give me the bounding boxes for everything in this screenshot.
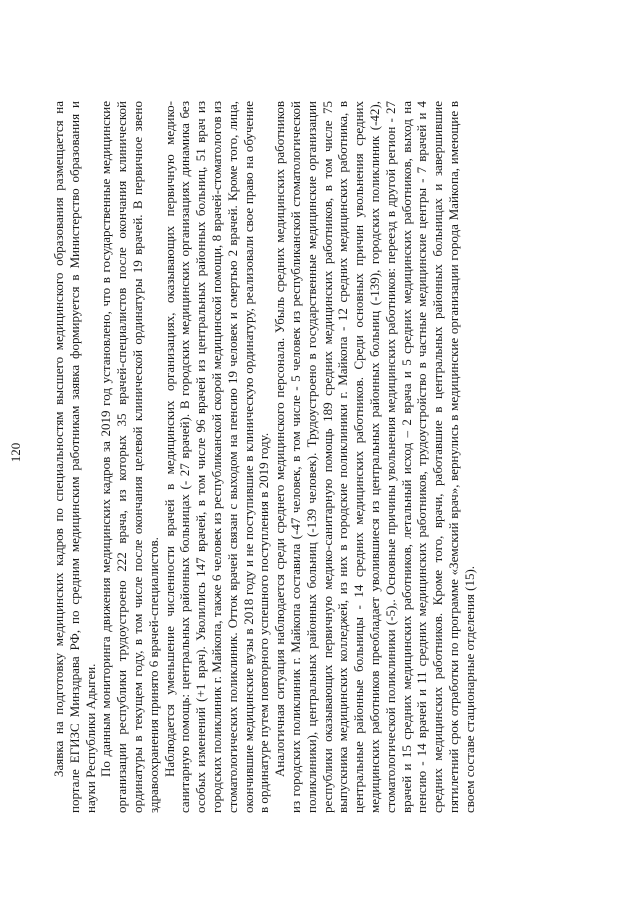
- paragraph-doctor-decrease: Наблюдается уменьшение численности врачей в медицинских организациях, оказывающих первичную медико-санитарную помощь: центральных районных больницах (- 27 врачей). В городских медицинских организациях динамика без особых изменений (+1 врач). Уволились 147 врачей, в том числе 96 врачей из центральных районных больниц, 51 врач из городских поликлиник г. Майкопа, также 6 человек из республиканской скорой медицинской помощи, 8 врачей-стоматологов из стоматологических поликлиник. Отток врачей связан с выходом на пенсию 19 человек и смертью 2 врачей. Кроме того, лица, окончившие медицинские вузы в 2018 году и не поступившие в клиническую ординатуру, реализовали свое право на обучение в ординатуре путем повторного успешного поступления в 2019 году.: [161, 101, 272, 813]
- paragraph-application-portal: Заявка на подготовку медицинских кадров по специальностям высшего медицинского образования размещается на портале ЕГИЗС Минздрава РФ, по средним медицинским работникам заявка формируется в Министерство образования и науки Республики Адыгеи.: [51, 101, 98, 813]
- paragraph-monitoring-2019: По данным мониторинга движения медицинских кадров за 2019 год установлено, что в государственные медицинские организации республики трудоустроено 222 врача, из которых 35 врачей-специалистов после окончания клинической ординатуры в текущем году, в том числе после окончания целевой клинической ординатуры 19 врачей. В первичное звено здравоохранения принято 6 врачей-специалистов.: [98, 101, 161, 813]
- page-number: 120: [8, 442, 23, 463]
- document-body: [51, 101, 478, 813]
- paragraph-nursing-staff: Аналогичная ситуация наблюдается среди среднего медицинского персонала. Убыль средних медицинских работников из городских поликлиник г. Майкопа составила (-47 человек, в том числе - 5 человек из республиканской стоматологической поликлиники), центральных районных больниц (-139 человек). Трудоустроено в государственные медицинские организации республики оказывающих первичную медико-санитарную помощь 189 средних медицинских работников, в том числе 75 выпускника медицинских колледжей, из них в городские поликлиники г. Майкопа - 12 средних медицинских работника, в центральные районные больницы - 14 средних медицинских работников. Среди основных причин увольнения средних медицинских работников преобладает уволившиеся из центральных районных больниц (-139), городских поликлиник (-42), стоматологической поликлиники (-5),. Основные причины увольнения медицинских работников: переезд в другой регион - 27 врачей и 15 средних медицинских работников, летальный исход – 2 врача и 5 средних медицинских работников, выход на пенсию - 14 врачей и 11 средних медицинских работников, трудоустройство в частные медицинские центры - 7 врачей и 4 средних медицинских работников. Кроме того, врачи, работавшие в центральных районных больницах и завершившие пятилетний срок отработки по программе «Земский врач», вернулись в медицинские организации города Майкопа, имеющие в своем составе стационарные отделения (15).: [272, 101, 477, 813]
